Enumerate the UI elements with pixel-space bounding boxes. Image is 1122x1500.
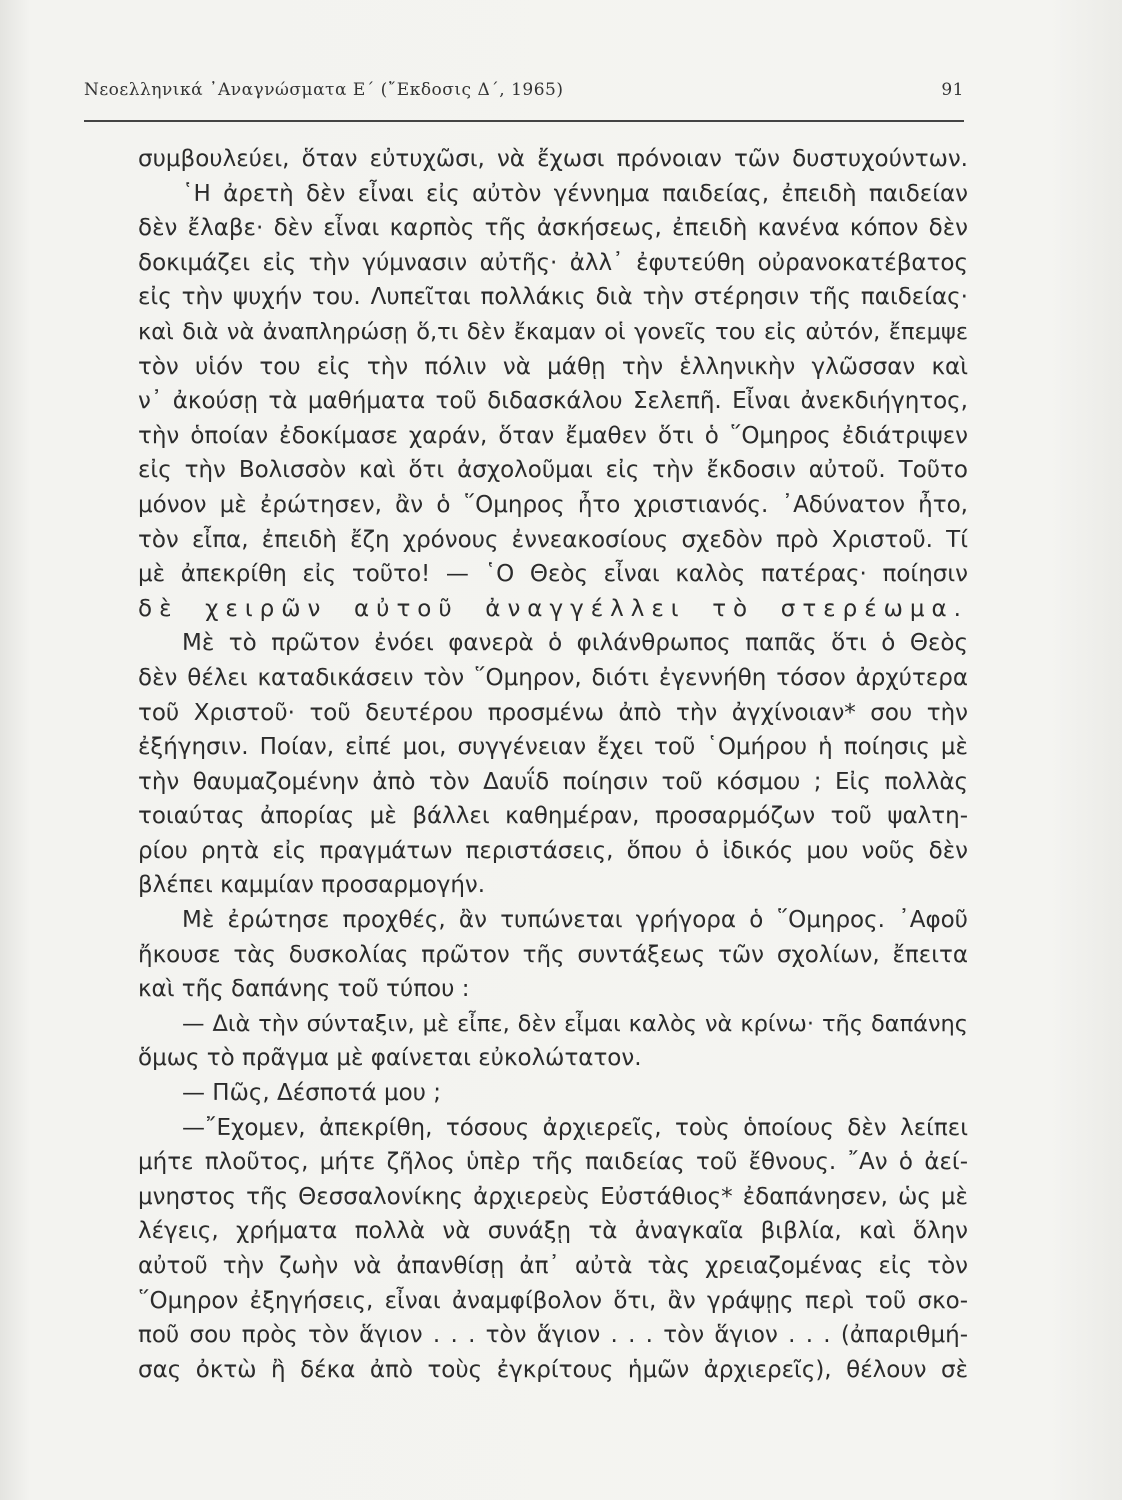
text-line: τοῦ Χριστοῦ· τοῦ δευτέρου προσμένω ἀπὸ τὴν ἀγχίνοιαν* σου τὴν — [138, 699, 968, 726]
text-line: ἐξήγησιν. Ποίαν, εἰπέ μοι, συγγένειαν ἔχει τοῦ ῾Ομήρου ἡ ποίησις μὲ — [138, 734, 968, 761]
text-line: μνηστος τῆς Θεσσαλονίκης ἀρχιερεὺς Εὐστάθιος* ἐδαπάνησεν, ὡς μὲ — [138, 1183, 968, 1210]
text-line: δὲν ἔλαβε· δὲν εἶναι καρπὸς τῆς ἀσκήσεως, ἐπειδὴ κανένα κόπον δὲν — [138, 215, 968, 242]
text-line: — Διὰ τὴν σύνταξιν, μὲ εἶπε, δὲν εἶμαι καλὸς νὰ κρίνω· τῆς δαπάνης — [182, 1010, 968, 1037]
text-line: τὴν θαυμαζομένην ἀπὸ τὸν Δαυΐδ ποίησιν τοῦ κόσμου ; Εἰς πολλὰς — [138, 768, 968, 795]
text-line: μήτε πλοῦτος, μήτε ζῆλος ὑπὲρ τῆς παιδείας τοῦ ἔθνους. ῎Αν ὁ ἀεί- — [138, 1149, 968, 1176]
text-line: σας ὀκτὼ ἢ δέκα ἀπὸ τοὺς ἐγκρίτους ἡμῶν ἀρχιερεῖς), θέλουν σὲ — [138, 1356, 968, 1383]
text-line: δοκιμάζει εἰς τὴν γύμνασιν αὐτῆς· ἀλλ᾿ ἐφυτεύθη οὐρανοκατέβατος — [138, 249, 968, 276]
text-line: συμβουλεύει, ὅταν εὐτυχῶσι, νὰ ἔχωσι πρόνοιαν τῶν δυστυχούντων. — [138, 146, 968, 172]
text-line: τὴν ὁποίαν ἐδοκίμασε χαράν, ὅταν ἔμαθεν ὅτι ὁ ῞Ομηρος ἐδιάτριψεν — [138, 422, 968, 449]
text-line: τοιαύτας ἀπορίας μὲ βάλλει καθημέραν, προσαρμόζων τοῦ ψαλτη- — [138, 803, 968, 830]
text-line: Μὲ τὸ πρῶτον ἐνόει φανερὰ ὁ φιλάνθρωπος παπᾶς ὅτι ὁ Θεὸς — [182, 630, 968, 657]
running-title: Νεοελληνικά ᾿Αναγνώσματα Ε΄ (῎Εκδοσις Δ΄, 1965) — [84, 80, 564, 100]
text-line: ποῦ σου πρὸς τὸν ἅγιον . . . τὸν ἅγιον . . . τὸν ἅγιον . . . (ἀπαριθμή- — [138, 1322, 968, 1349]
text-line: βλέπει καμμίαν προσαρμογήν. — [138, 872, 486, 899]
text-line: τὸν υἱόν του εἰς τὴν πόλιν νὰ μάθῃ τὴν ἑλληνικὴν γλῶσσαν καὶ — [138, 353, 968, 380]
text-line: λέγεις, χρήματα πολλὰ νὰ συνάξῃ τὰ ἀναγκαῖα βιβλία, καὶ ὅλην — [138, 1218, 968, 1245]
text-line: ῾Η ἀρετὴ δὲν εἶναι εἰς αὐτὸν γέννημα παιδείας, ἐπειδὴ παιδείαν — [182, 180, 968, 207]
text-line: ῞Ομηρον ἐξηγήσεις, εἶναι ἀναμφίβολον ὅτι, ἂν γράψῃς περὶ τοῦ σκο- — [138, 1287, 968, 1314]
text-line: εἰς τὴν ψυχήν του. Λυπεῖται πολλάκις διὰ τὴν στέρησιν τῆς παιδείας· — [138, 284, 968, 311]
body-text — [138, 142, 968, 1387]
text-line: καὶ διὰ νὰ ἀναπληρώσῃ ὅ,τι δὲν ἔκαμαν οἱ γονεῖς του εἰς αὐτόν, ἔπεμψε — [138, 318, 968, 345]
text-line: Μὲ ἐρώτησε προχθές, ἂν τυπώνεται γρήγορα ὁ ῞Ομηρος. ᾿Αφοῦ — [182, 907, 968, 934]
text-line: ν᾿ ἀκούσῃ τὰ μαθήματα τοῦ διδασκάλου Σελεπῆ. Εἶναι ἀνεκδιήγητος, — [138, 388, 968, 415]
text-line: ἤκουσε τὰς δυσκολίας πρῶτον τῆς συντάξεως τῶν σχολίων, ἔπειτα — [138, 941, 968, 968]
text-line: μὲ ἀπεκρίθη εἰς τοῦτο! — ῾Ο Θεὸς εἶναι καλὸς πατέρας· ποίησιν — [138, 561, 968, 588]
text-line: αὐτοῦ τὴν ζωὴν νὰ ἀπανθίσῃ ἀπ᾿ αὐτὰ τὰς χρειαζομένας εἰς τὸν — [138, 1253, 968, 1279]
page-number: 91 — [941, 80, 964, 100]
text-line: δὲν θέλει καταδικάσειν τὸν ῞Ομηρον, διότι ἐγεννήθη τόσον ἀρχύτερα — [138, 664, 968, 691]
text-line: —῎Εχομεν, ἀπεκρίθη, τόσους ἀρχιερεῖς, τοὺς ὁποίους δὲν λείπει — [182, 1114, 968, 1141]
text-line: δὲ χειρῶν αὐτοῦ ἀναγγέλλει τὸ στερέωμα. — [138, 595, 968, 622]
text-line: τὸν εἶπα, ἐπειδὴ ἔζη χρόνους ἐννεακοσίους σχεδὸν πρὸ Χριστοῦ. Τί — [138, 526, 968, 553]
page-header — [84, 80, 964, 110]
text-line: εἰς τὴν Βολισσὸν καὶ ὅτι ἀσχολοῦμαι εἰς τὴν ἔκδοσιν αὐτοῦ. Τοῦτο — [138, 457, 968, 484]
text-line: — Πῶς, Δέσποτά μου ; — [182, 1080, 442, 1107]
header-rule — [84, 120, 964, 122]
text-line: ὅμως τὸ πρᾶγμα μὲ φαίνεται εὐκολώτατον. — [138, 1045, 642, 1072]
text-line: ρίου ρητὰ εἰς πραγμάτων περιστάσεις, ὅπου ὁ ἰδικός μου νοῦς δὲν — [138, 837, 968, 864]
text-line: μόνον μὲ ἐρώτησεν, ἂν ὁ ῞Ομηρος ἦτο χριστιανός. ᾿Αδύνατον ἦτο, — [138, 491, 968, 518]
text-line: καὶ τῆς δαπάνης τοῦ τύπου : — [138, 976, 470, 1003]
